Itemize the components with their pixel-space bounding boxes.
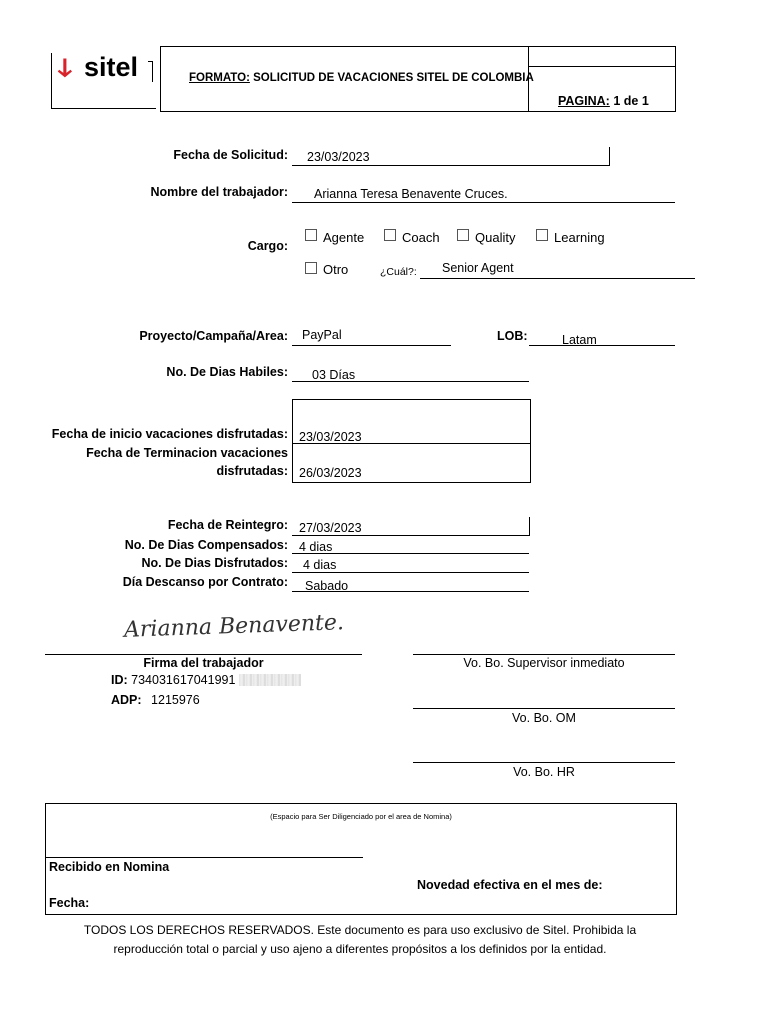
fecha-solicitud-label: Fecha de Solicitud:: [173, 148, 288, 162]
option-coach: Coach: [402, 230, 440, 245]
dias-habiles-label: No. De Dias Habiles:: [166, 365, 288, 379]
fecha-inicio-label: Fecha de inicio vacaciones disfrutadas:: [51, 427, 288, 441]
title-rest: SOLICITUD DE VACACIONES SITEL DE COLOMBIA: [253, 72, 534, 84]
adp-value: 1215976: [151, 693, 200, 707]
dia-descanso-label: Día Descanso por Contrato:: [122, 575, 288, 589]
page-box: [528, 46, 676, 112]
checkbox-otro[interactable]: [305, 262, 317, 274]
fecha-reintegro-field[interactable]: 27/03/2023: [299, 521, 362, 535]
title-box: [160, 46, 534, 112]
dias-disfrutados-field[interactable]: 4 dias: [303, 558, 337, 572]
option-otro: Otro: [323, 262, 349, 277]
checkbox-agente[interactable]: [305, 229, 317, 241]
footer-line-1: TODOS LOS DERECHOS RESERVADOS. Este documento es para uso exclusivo de Sitel. Prohibida la: [83, 923, 637, 937]
fecha-solicitud-field[interactable]: 23/03/2023: [307, 150, 370, 164]
dias-compensados-field[interactable]: 4 dias: [299, 540, 333, 554]
dia-descanso-field[interactable]: Sabado: [305, 579, 349, 593]
fecha-reintegro-label: Fecha de Reintegro:: [167, 518, 288, 532]
cual-field[interactable]: Senior Agent: [442, 261, 514, 275]
sitel-logo-icon: ↆ: [58, 53, 72, 83]
dias-habiles-field[interactable]: 03 Días: [312, 368, 356, 382]
adp-label: ADP:: [111, 693, 142, 707]
cual-label: ¿Cuál?:: [380, 266, 417, 278]
sitel-logo-text: sitel: [84, 52, 139, 82]
novedad-label: Novedad efectiva en el mes de:: [417, 878, 603, 892]
dias-disfrutados-label: No. De Dias Disfrutados:: [141, 556, 288, 570]
nomina-note: (Espacio para Ser Diligenciado por el area de Nomina): [270, 812, 452, 821]
page-number: [558, 94, 649, 108]
proyecto-label: Proyecto/Campaña/Area:: [139, 329, 288, 343]
option-agente: Agente: [323, 230, 365, 245]
proyecto-field[interactable]: PayPal: [302, 328, 342, 342]
logo-box: [51, 53, 156, 109]
fecha-inicio-field[interactable]: 23/03/2023: [299, 430, 362, 444]
fecha-terminacion-label-2: disfrutadas:: [216, 464, 288, 478]
id-label: ID:: [111, 673, 128, 687]
fecha-terminacion-label-1: Fecha de Terminacion vacaciones: [86, 446, 288, 460]
lob-label: LOB:: [497, 329, 528, 343]
supervisor-label: Vo. Bo. Supervisor inmediato: [463, 656, 625, 670]
nombre-field[interactable]: Arianna Teresa Benavente Cruces.: [314, 187, 508, 201]
page-value: 1 de 1: [613, 94, 649, 108]
id-line: [111, 673, 301, 687]
checkbox-coach[interactable]: [384, 229, 396, 241]
footer-line-2: reproducción total o parcial y uso ajeno a diferentes propósitos a los definidos por la entidad.: [113, 942, 607, 956]
id-value: 734031617041991: [131, 673, 236, 687]
page-prefix: PAGINA:: [558, 94, 610, 108]
nomina-box: [45, 803, 677, 915]
checkbox-learning[interactable]: [536, 229, 548, 241]
form-title: [189, 72, 534, 84]
title-prefix: FORMATO:: [189, 72, 250, 84]
option-learning: Learning: [554, 230, 605, 245]
recibido-label: Recibido en Nomina: [49, 860, 170, 874]
id-redaction: [239, 674, 301, 686]
fecha-terminacion-field[interactable]: 26/03/2023: [299, 466, 362, 480]
lob-field[interactable]: Latam: [562, 333, 597, 347]
option-quality: Quality: [475, 230, 516, 245]
handwritten-signature: Arianna Benavente.: [123, 610, 345, 643]
cargo-label: Cargo:: [247, 239, 288, 253]
logo-bracket: [148, 61, 153, 82]
hr-label: Vo. Bo. HR: [513, 765, 575, 779]
om-label: Vo. Bo. OM: [512, 711, 576, 725]
nombre-label: Nombre del trabajador:: [150, 185, 288, 199]
adp-line: [111, 693, 200, 707]
firma-label: Firma del trabajador: [143, 656, 264, 670]
checkbox-quality[interactable]: [457, 229, 469, 241]
dias-compensados-label: No. De Dias Compensados:: [124, 538, 288, 552]
nomina-fecha-label: Fecha:: [49, 896, 90, 910]
